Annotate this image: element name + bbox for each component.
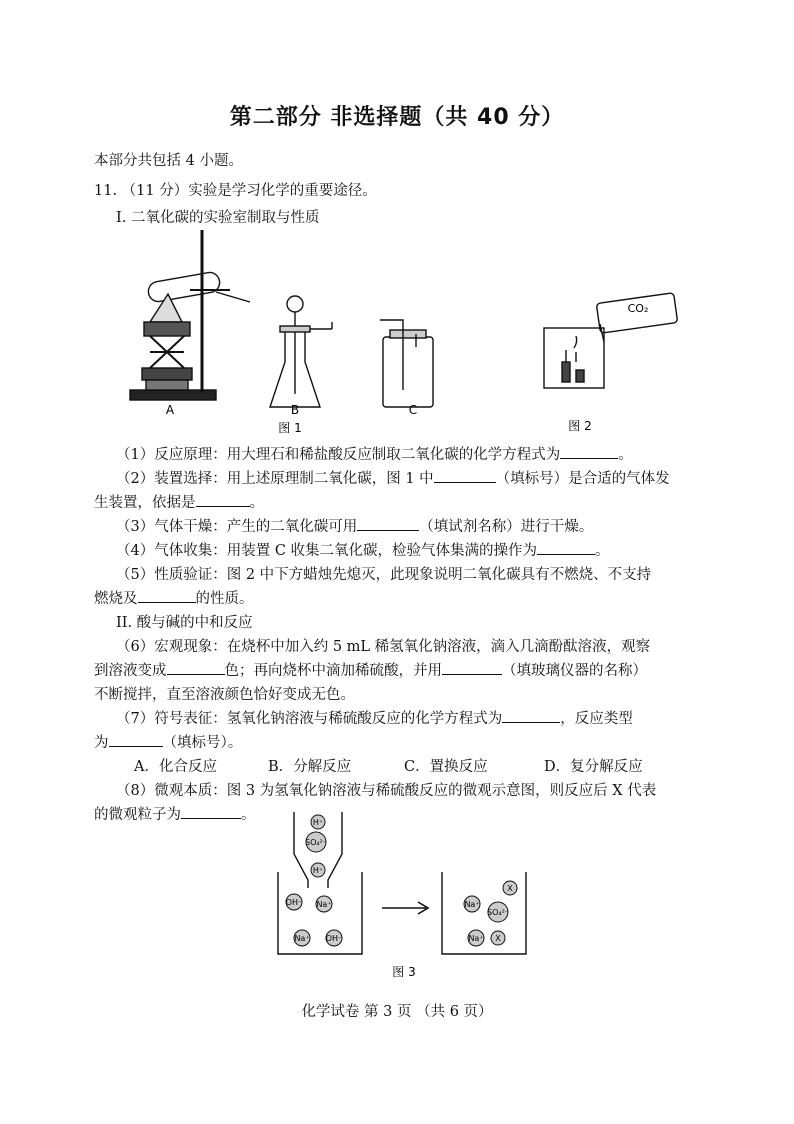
right-ion-5: X — [495, 934, 501, 943]
answer-blank-5[interactable] — [138, 588, 196, 603]
left-ion-4: OH⁻ — [325, 934, 343, 943]
item-6-line-3: 不断搅拌，直至溶液颜色恰好变成无色。 — [94, 687, 355, 703]
answer-blank-2a[interactable] — [434, 468, 496, 483]
left-ion-2: Na⁺ — [316, 900, 332, 909]
right-ion-2: Na⁺ — [464, 900, 480, 909]
answer-blank-4[interactable] — [537, 540, 595, 555]
item-4: （4）气体收集：用装置 C 收集二氧化碳，检验气体集满的操作为 。 — [116, 539, 610, 560]
item-2-line-1: （2）装置选择：用上述原理制二氧化碳，图 1 中 （填标号）是合适的气体发 — [116, 467, 670, 488]
figure-1-label-a: A — [165, 403, 175, 417]
left-ion-1: OH⁻ — [285, 898, 303, 907]
answer-blank-2b[interactable] — [196, 492, 250, 507]
item-7-line-1: （7）符号表征：氢氧化钠溶液与稀硫酸反应的化学方程式为 ，反应类型 — [116, 707, 633, 728]
option-a[interactable]: A．化合反应 — [134, 759, 217, 775]
option-d[interactable]: D．复分解反应 — [544, 759, 643, 775]
answer-blank-8[interactable] — [181, 804, 241, 819]
option-b[interactable]: B．分解反应 — [268, 759, 352, 775]
item-8-line-1: （8）微观本质：图 3 为氢氧化钠溶液与稀硫酸反应的微观示意图，则反应后 X 代表 — [116, 783, 657, 799]
right-ion-3: SO₄²⁻ — [486, 908, 510, 917]
answer-blank-7b[interactable] — [109, 732, 163, 747]
answer-blank-1[interactable] — [560, 444, 618, 459]
item-2-line-2: 生装置，依据是 。 — [94, 491, 264, 512]
reaction-arrow — [382, 902, 428, 914]
right-ion-4: Na⁺ — [468, 934, 484, 943]
option-c[interactable]: C．置换反应 — [404, 759, 488, 775]
figure-2-co2-candles — [530, 282, 700, 437]
item-7-line-2: 为 （填标号）。 — [94, 731, 242, 752]
left-beaker — [278, 872, 362, 954]
figure-1-label-b: B — [290, 403, 300, 417]
page-footer: 化学试卷 第 3 页 （共 6 页） — [301, 1004, 493, 1020]
funnel-ion-2: SO₄²⁻ — [304, 838, 328, 847]
figure-1-apparatus — [120, 222, 460, 437]
co2-bottle-label: CO₂ — [627, 302, 649, 315]
figure-1-caption: 图 1 — [278, 421, 302, 435]
figure-1-label-c: C — [408, 403, 418, 417]
item-5-line-2: 燃烧及 的性质。 — [94, 587, 254, 608]
question-11-header: 11. （11 分）实验是学习化学的重要途径。 — [94, 183, 377, 199]
figure-3-caption: 图 3 — [392, 965, 416, 979]
item-8-line-2: 的微观粒子为 。 — [94, 803, 256, 824]
left-ion-3: Na⁺ — [294, 934, 310, 943]
item-6-line-2: 到溶液变成 色；再向烧杯中滴加稀硫酸，并用 （填玻璃仪器的名称） — [94, 659, 647, 680]
figure-2-caption: 图 2 — [568, 419, 592, 433]
page-title: 第二部分 非选择题（共 40 分） — [229, 105, 565, 130]
right-ion-1: X — [507, 884, 513, 893]
item-6-line-1: （6）宏观现象：在烧杯中加入约 5 mL 稀氢氧化钠溶液，滴入几滴酚酞溶液，观察 — [116, 639, 651, 655]
item-5-line-1: （5）性质验证：图 2 中下方蜡烛先熄灭，此现象说明二氧化碳具有不燃烧、不支持 — [116, 567, 652, 583]
answer-blank-3[interactable] — [357, 516, 419, 531]
item-1: （1）反应原理：用大理石和稀盐酸反应制取二氧化碳的化学方程式为 。 — [116, 443, 633, 464]
answer-blank-6a[interactable] — [167, 660, 225, 675]
test-tube — [147, 271, 221, 303]
part-2-title: II. 酸与碱的中和反应 — [116, 615, 253, 631]
funnel-ion-1: H⁺ — [312, 818, 324, 827]
section-intro: 本部分共包括 4 小题。 — [94, 153, 243, 169]
answer-blank-7a[interactable] — [502, 708, 560, 723]
figure-3-micro-diagram — [264, 812, 544, 982]
funnel-ion-3: H⁺ — [312, 866, 324, 875]
item-3: （3）气体干燥：产生的二氧化碳可用 （填试剂名称）进行干燥。 — [116, 515, 593, 536]
part-1-title: I. 二氧化碳的实验室制取与性质 — [116, 210, 320, 226]
answer-blank-6b[interactable] — [442, 660, 502, 675]
